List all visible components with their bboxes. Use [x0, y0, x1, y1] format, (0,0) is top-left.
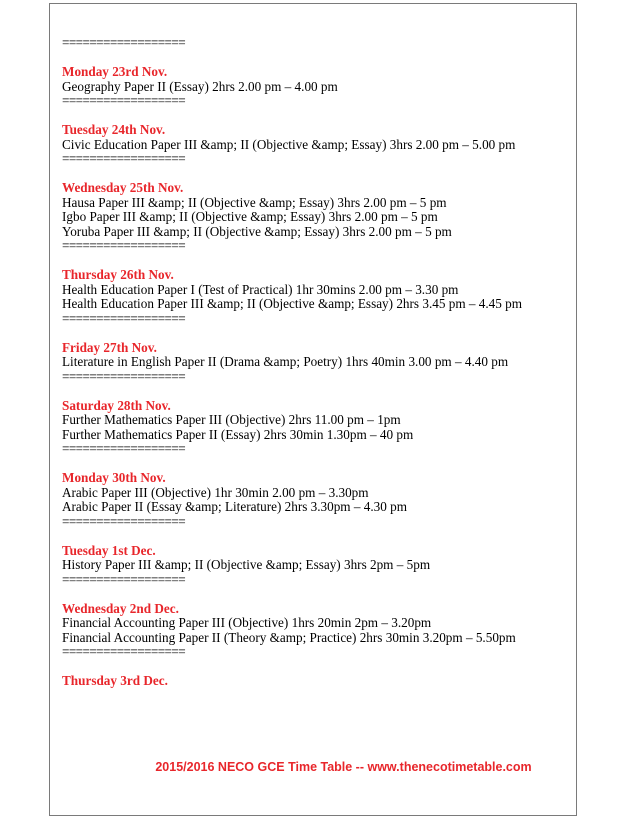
separator-line: ================== [62, 368, 186, 384]
exam-line: Geography Paper II (Essay) 2hrs 2.00 pm – 4.00 pm [62, 78, 338, 94]
exam-line: Further Mathematics Paper II (Essay) 2hrs 30min 1.30pm – 40 pm [62, 426, 414, 442]
exam-line: Health Education Paper III &amp; II (Objective &amp; Essay) 2hrs 3.45 pm – 4.45 pm [62, 296, 522, 311]
separator-line: ================== [62, 571, 186, 587]
exam-line: Literature in English Paper II (Drama &amp; Poetry) 1hrs 40min 3.00 pm – 4.40 pm [62, 354, 509, 369]
day-section [62, 341, 572, 385]
day-section [62, 65, 572, 109]
day-section [62, 602, 572, 660]
separator-line: ================== [62, 35, 186, 50]
day-section [62, 674, 572, 689]
separator-line: ================== [62, 513, 186, 529]
day-heading: Friday 27th Nov. [62, 339, 157, 355]
exam-line: Arabic Paper III (Objective) 1hr 30min 2.00 pm – 3.30pm [62, 484, 369, 500]
page-footer: 2015/2016 NECO GCE Time Table -- www.thenecotimetable.com [155, 760, 532, 774]
exam-line: Financial Accounting Paper III (Objective) 1hrs 20min 2pm – 3.20pm [62, 615, 432, 630]
exam-line: Igbo Paper III &amp; II (Objective &amp; Essay) 3hrs 2.00 pm – 5 pm [62, 209, 438, 224]
timetable-body [62, 36, 572, 689]
day-heading: Monday 30th Nov. [62, 470, 166, 485]
separator-line: ================== [62, 93, 186, 108]
exam-line: Financial Accounting Paper II (Theory &amp; Practice) 2hrs 30min 3.20pm – 5.50pm [62, 629, 516, 645]
separator-line: ================== [62, 238, 186, 253]
day-heading: Wednesday 25th Nov. [62, 180, 184, 195]
day-section [62, 471, 572, 529]
day-heading: Monday 23rd Nov. [62, 64, 168, 79]
separator-line: ================== [62, 644, 186, 659]
day-section [62, 399, 572, 457]
separator-line: ================== [62, 441, 186, 456]
day-heading: Thursday 3rd Dec. [62, 673, 168, 688]
day-section [62, 544, 572, 588]
day-section [62, 268, 572, 326]
exam-line: Arabic Paper II (Essay &amp; Literature) 2hrs 3.30pm – 4.30 pm [62, 499, 407, 514]
day-section [62, 181, 572, 254]
exam-line: Further Mathematics Paper III (Objective) 2hrs 11.00 pm – 1pm [62, 412, 401, 427]
day-heading: Wednesday 2nd Dec. [62, 600, 179, 616]
day-heading: Thursday 26th Nov. [62, 267, 174, 282]
exam-line: Yoruba Paper III &amp; II (Objective &amp; Essay) 3hrs 2.00 pm – 5 pm [62, 223, 452, 239]
separator-line: ================== [62, 310, 186, 326]
day-heading: Tuesday 24th Nov. [62, 122, 166, 137]
exam-line: Civic Education Paper III &amp; II (Objective &amp; Essay) 3hrs 2.00 pm – 5.00 pm [62, 136, 516, 152]
day-heading: Saturday 28th Nov. [62, 397, 171, 413]
exam-line: Hausa Paper III &amp; II (Objective &amp; Essay) 3hrs 2.00 pm – 5 pm [62, 194, 447, 210]
exam-line: Health Education Paper I (Test of Practical) 1hr 30mins 2.00 pm – 3.30 pm [62, 281, 459, 297]
day-heading: Tuesday 1st Dec. [62, 542, 156, 558]
exam-line: History Paper III &amp; II (Objective &amp; Essay) 3hrs 2pm – 5pm [62, 557, 431, 572]
separator-line: ================== [62, 151, 186, 166]
day-section [62, 123, 572, 167]
